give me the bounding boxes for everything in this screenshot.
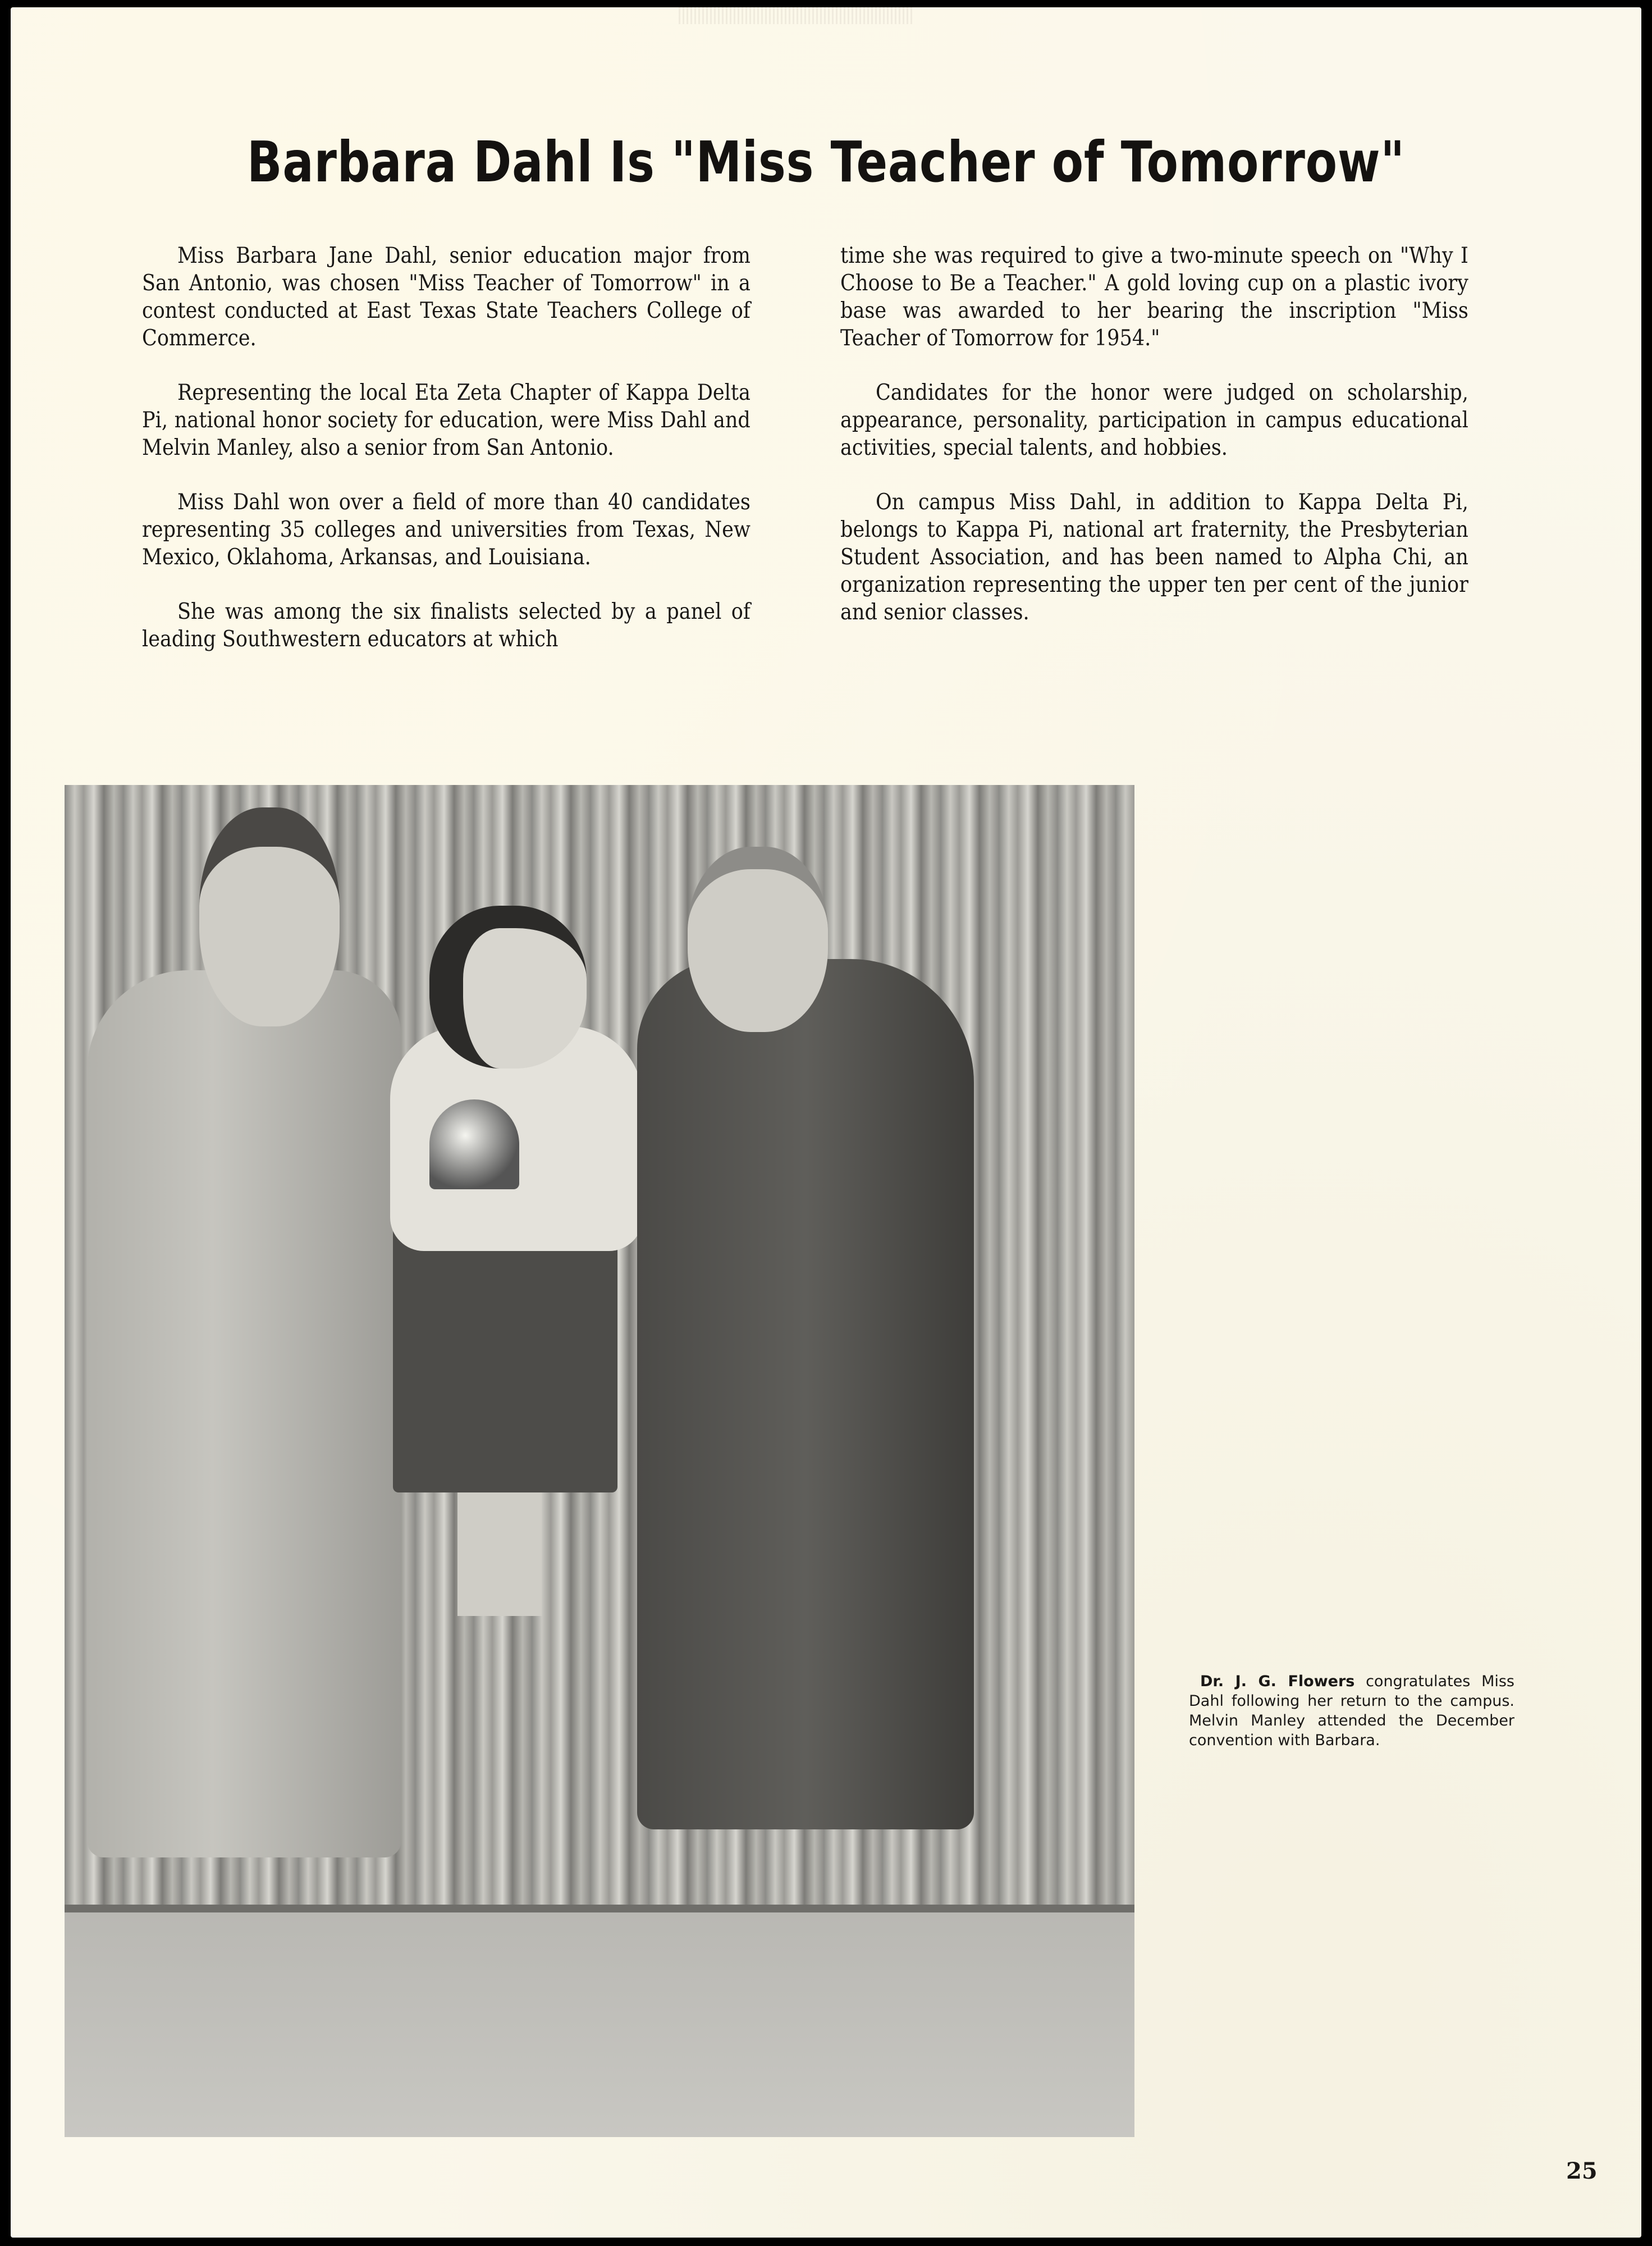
photo-figure-melvin-manley xyxy=(87,970,401,1857)
photo-head-melvin-manley xyxy=(199,807,340,1026)
photo-figure-jg-flowers xyxy=(637,959,974,1829)
trophy-icon xyxy=(429,1099,519,1189)
page-number: 25 xyxy=(1566,2158,1598,2184)
photo-legs-barbara-dahl xyxy=(457,1487,542,1616)
photo-head-jg-flowers xyxy=(688,847,828,1032)
article-column-right xyxy=(840,242,1469,653)
paragraph: Miss Barbara Jane Dahl, senior education major from San Antonio, was chosen "Miss Teacher of Tomorrow" in a contest conducted at East Texas State Teachers College of Commerce. xyxy=(142,243,751,351)
paragraph: Representing the local Eta Zeta Chapter of Kappa Delta Pi, national honor society for education, were Miss Dahl and Melvin Manley, also a senior from San Antonio. xyxy=(142,380,751,460)
show-through-ink xyxy=(679,7,914,24)
award-photo xyxy=(65,785,1134,2137)
article-column-left xyxy=(142,242,751,680)
paragraph: She was among the six finalists selected by a panel of leading Southwestern educators at which xyxy=(142,599,751,652)
paragraph: Candidates for the honor were judged on scholarship, appearance, personality, participation in campus educational activities, special talents, and hobbies. xyxy=(840,380,1468,460)
paragraph: On campus Miss Dahl, in addition to Kappa Delta Pi, belongs to Kappa Pi, national art fraternity, the Presbyterian Student Association, and has been named to Alpha Chi, an organization representing the upper ten per cent of the junior and senior classes. xyxy=(840,490,1468,625)
article-title: Barbara Dahl Is "Miss Teacher of Tomorrow" xyxy=(247,129,1405,195)
photo-skirt-barbara-dahl xyxy=(393,1212,617,1492)
photo-floor xyxy=(65,1912,1134,2137)
paragraph: time she was required to give a two-minute speech on "Why I Choose to Be a Teacher." A gold loving cup on a plastic ivory base was awarded to her bearing the inscription "Miss Teacher of Tomorrow for 1954." xyxy=(840,243,1468,351)
photo-head-barbara-dahl xyxy=(429,906,587,1069)
paragraph: Miss Dahl won over a field of more than 40 candidates representing 35 colleges and universities from Texas, New Mexico, Oklahoma, Arkansas, and Louisiana. xyxy=(142,490,751,570)
photo-baseboard xyxy=(65,1905,1134,1912)
photo-caption xyxy=(1189,1672,1514,1750)
caption-name: Dr. J. G. Flowers xyxy=(1200,1673,1355,1690)
caption-text: congratulates Miss Dahl following her return to the campus. Melvin Manley attended the December convention with Barbara. xyxy=(1189,1673,1514,1749)
